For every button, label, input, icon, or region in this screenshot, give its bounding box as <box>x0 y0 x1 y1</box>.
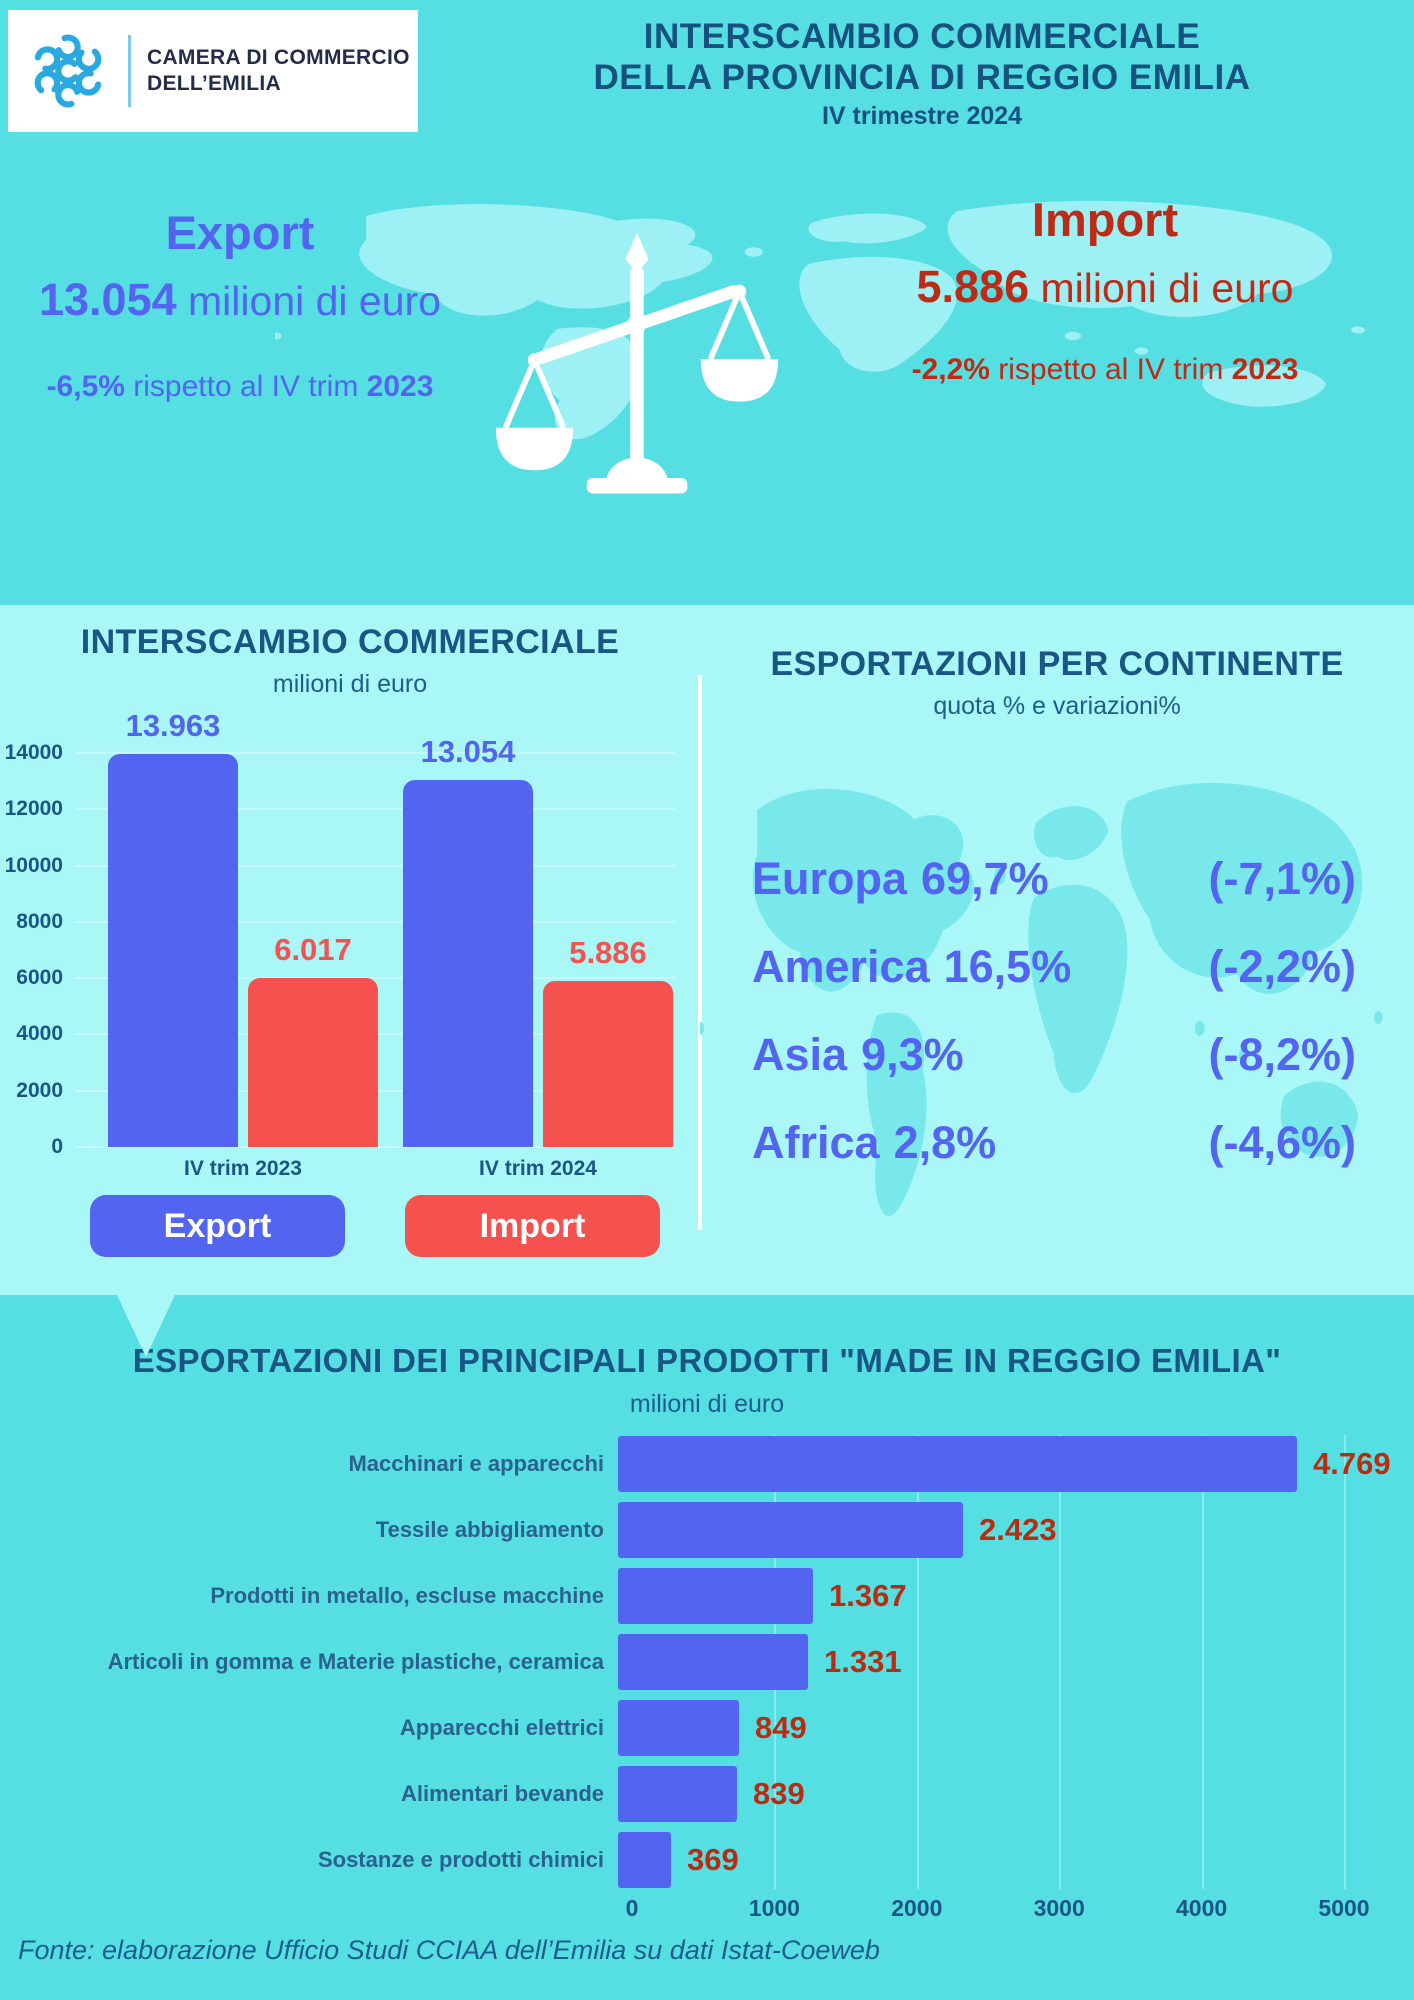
product-row <box>0 1761 1414 1827</box>
legend-export-button: Export <box>90 1195 345 1257</box>
continent-share: 2,8% <box>893 1117 997 1168</box>
product-value-label: 369 <box>687 1842 739 1877</box>
continent-row-asia <box>752 1029 1356 1097</box>
import-delta-line <box>800 353 1410 387</box>
y-axis-tick: 0 <box>51 1135 63 1158</box>
axis-tick-label: 1000 <box>748 1895 800 1921</box>
middle-panel <box>0 605 1414 1295</box>
chamber-logo <box>8 10 418 132</box>
y-axis-tick: 8000 <box>16 909 63 933</box>
trade-chart-plot <box>4 708 675 1180</box>
continent-name: Asia <box>752 1029 848 1080</box>
product-label: Alimentari bevande <box>401 1781 604 1806</box>
product-bar-track <box>618 1568 1414 1624</box>
axis-tick-label: 4000 <box>1176 1895 1228 1921</box>
import-summary <box>800 192 1410 387</box>
title-line1: INTERSCAMBIO COMMERCIALE <box>643 17 1201 56</box>
continent-name-share <box>752 853 1049 905</box>
continent-name: America <box>752 941 930 992</box>
continent-row-africa <box>752 1117 1356 1185</box>
y-axis-tick: 6000 <box>16 966 63 990</box>
trade-chart-title: INTERSCAMBIO COMMERCIALE <box>80 623 620 661</box>
product-bar-track <box>618 1832 1414 1888</box>
title-line2: DELLA PROVINCIA DI REGGIO EMILIA <box>593 58 1251 98</box>
continents-title: ESPORTAZIONI PER CONTINENTE <box>770 645 1344 683</box>
bar-import <box>543 981 673 1147</box>
product-row <box>0 1431 1414 1497</box>
export-delta-text: rispetto al IV trim <box>124 370 367 403</box>
product-value-label: 2.423 <box>979 1512 1057 1547</box>
panel-pointer <box>117 1295 175 1357</box>
product-bar <box>618 1568 813 1624</box>
product-bar-track <box>618 1766 1414 1822</box>
axis-tick-label: 5000 <box>1318 1895 1370 1921</box>
product-bar <box>618 1832 671 1888</box>
bar-value-label: 13.963 <box>125 708 221 743</box>
product-bar-track <box>618 1700 1414 1756</box>
product-row <box>0 1563 1414 1629</box>
continent-variation: (-4,6%) <box>1208 1117 1356 1168</box>
import-value: 5.886 <box>916 261 1030 312</box>
import-delta: -2,2% <box>911 353 990 386</box>
product-bar <box>618 1502 963 1558</box>
axis-tick-label: 0 <box>625 1895 639 1921</box>
axis-tick-label: 2000 <box>891 1895 943 1921</box>
product-label: Tessile abbigliamento <box>375 1517 604 1542</box>
bar-import <box>248 978 378 1147</box>
continent-row-europa <box>752 853 1356 921</box>
products-subtitle: milioni di euro <box>629 1390 785 1418</box>
continent-variation: (-2,2%) <box>1208 941 1356 992</box>
product-row <box>0 1497 1414 1563</box>
product-bar <box>618 1634 808 1690</box>
source-note: Fonte: elaborazione Ufficio Studi CCIAA dell’Emilia su dati Istat-Coeweb <box>18 1935 880 1965</box>
y-axis-tick: 4000 <box>16 1022 63 1046</box>
export-summary <box>10 205 470 404</box>
x-axis-label: IV trim 2023 <box>184 1157 302 1180</box>
continent-row-america <box>752 941 1356 1009</box>
bar-value-label: 5.886 <box>569 935 647 970</box>
export-unit: milioni di euro <box>176 278 441 324</box>
continent-name: Africa <box>752 1117 880 1168</box>
product-value-label: 1.331 <box>824 1644 902 1679</box>
chamber-logo-icon <box>24 27 112 115</box>
products-section <box>0 1295 1414 2000</box>
product-bar-track <box>618 1502 1414 1558</box>
product-bar-track <box>618 1436 1414 1492</box>
continent-name-share <box>752 1117 996 1169</box>
product-label: Articoli in gomma e Materie plastiche, ceramica <box>107 1649 604 1674</box>
import-unit: milioni di euro <box>1029 265 1294 311</box>
logo-divider <box>128 35 131 107</box>
product-label: Apparecchi elettrici <box>399 1715 604 1740</box>
continent-share: 16,5% <box>943 941 1072 992</box>
continent-name-share <box>752 941 1071 993</box>
product-bar-track <box>618 1634 1414 1690</box>
continent-variation: (-8,2%) <box>1208 1029 1356 1080</box>
summary-section <box>0 150 1414 605</box>
trade-chart-section <box>0 605 700 1295</box>
y-axis-tick: 12000 <box>4 797 63 821</box>
export-label: Export <box>165 206 315 259</box>
product-value-label: 849 <box>755 1710 807 1745</box>
continent-name-share <box>752 1029 964 1081</box>
export-value-line <box>10 274 470 326</box>
continent-list <box>752 853 1356 1205</box>
import-delta-year: 2023 <box>1231 353 1299 386</box>
balance-scale-icon <box>492 202 782 522</box>
logo-line1: CAMERA DI COMMERCIO <box>147 46 410 70</box>
logo-text <box>147 45 410 96</box>
bar-value-label: 13.054 <box>420 734 516 769</box>
continents-section <box>700 605 1414 1295</box>
y-axis-tick: 14000 <box>4 741 63 764</box>
continent-share: 69,7% <box>921 853 1049 904</box>
bar-value-label: 6.017 <box>274 932 352 967</box>
product-row <box>0 1695 1414 1761</box>
y-axis-tick: 2000 <box>16 1078 63 1102</box>
products-axis <box>0 1893 1414 1927</box>
export-value: 13.054 <box>39 274 177 325</box>
continents-subtitle: quota % e variazioni% <box>933 692 1181 720</box>
product-value-label: 839 <box>753 1776 805 1811</box>
product-label: Sostanze e prodotti chimici <box>317 1847 604 1872</box>
legend-import-button: Import <box>405 1195 660 1257</box>
bar-export <box>403 780 533 1147</box>
logo-line2: DELL’EMILIA <box>147 72 281 95</box>
product-value-label: 1.367 <box>829 1578 907 1613</box>
axis-tick-label: 3000 <box>1033 1895 1085 1921</box>
title-subtitle: IV trimestre 2024 <box>821 101 1023 130</box>
continent-name: Europa <box>752 853 908 904</box>
continent-share: 9,3% <box>861 1029 964 1080</box>
export-delta-line <box>10 370 470 404</box>
product-bar <box>618 1700 739 1756</box>
y-axis-tick: 10000 <box>4 853 63 877</box>
header-banner <box>0 0 1414 150</box>
export-delta-year: 2023 <box>366 370 434 403</box>
export-delta: -6,5% <box>46 370 125 403</box>
product-value-label: 4.769 <box>1313 1446 1391 1481</box>
product-row <box>0 1827 1414 1893</box>
product-bar <box>618 1766 737 1822</box>
continent-variation: (-7,1%) <box>1208 853 1356 904</box>
products-chart <box>0 1431 1414 1893</box>
trade-chart-subtitle: milioni di euro <box>272 670 428 698</box>
bar-export <box>108 754 238 1147</box>
product-label: Prodotti in metallo, escluse macchine <box>210 1583 604 1608</box>
page-title <box>430 0 1414 131</box>
product-row <box>0 1629 1414 1695</box>
import-value-line <box>800 261 1410 313</box>
import-label: Import <box>1031 193 1179 246</box>
products-title: ESPORTAZIONI DEI PRINCIPALI PRODOTTI "MADE IN REGGIO EMILIA" <box>132 1342 1282 1379</box>
product-bar <box>618 1436 1297 1492</box>
product-label: Macchinari e apparecchi <box>348 1451 604 1476</box>
import-delta-text: rispetto al IV trim <box>989 353 1232 386</box>
x-axis-label: IV trim 2024 <box>479 1157 597 1180</box>
